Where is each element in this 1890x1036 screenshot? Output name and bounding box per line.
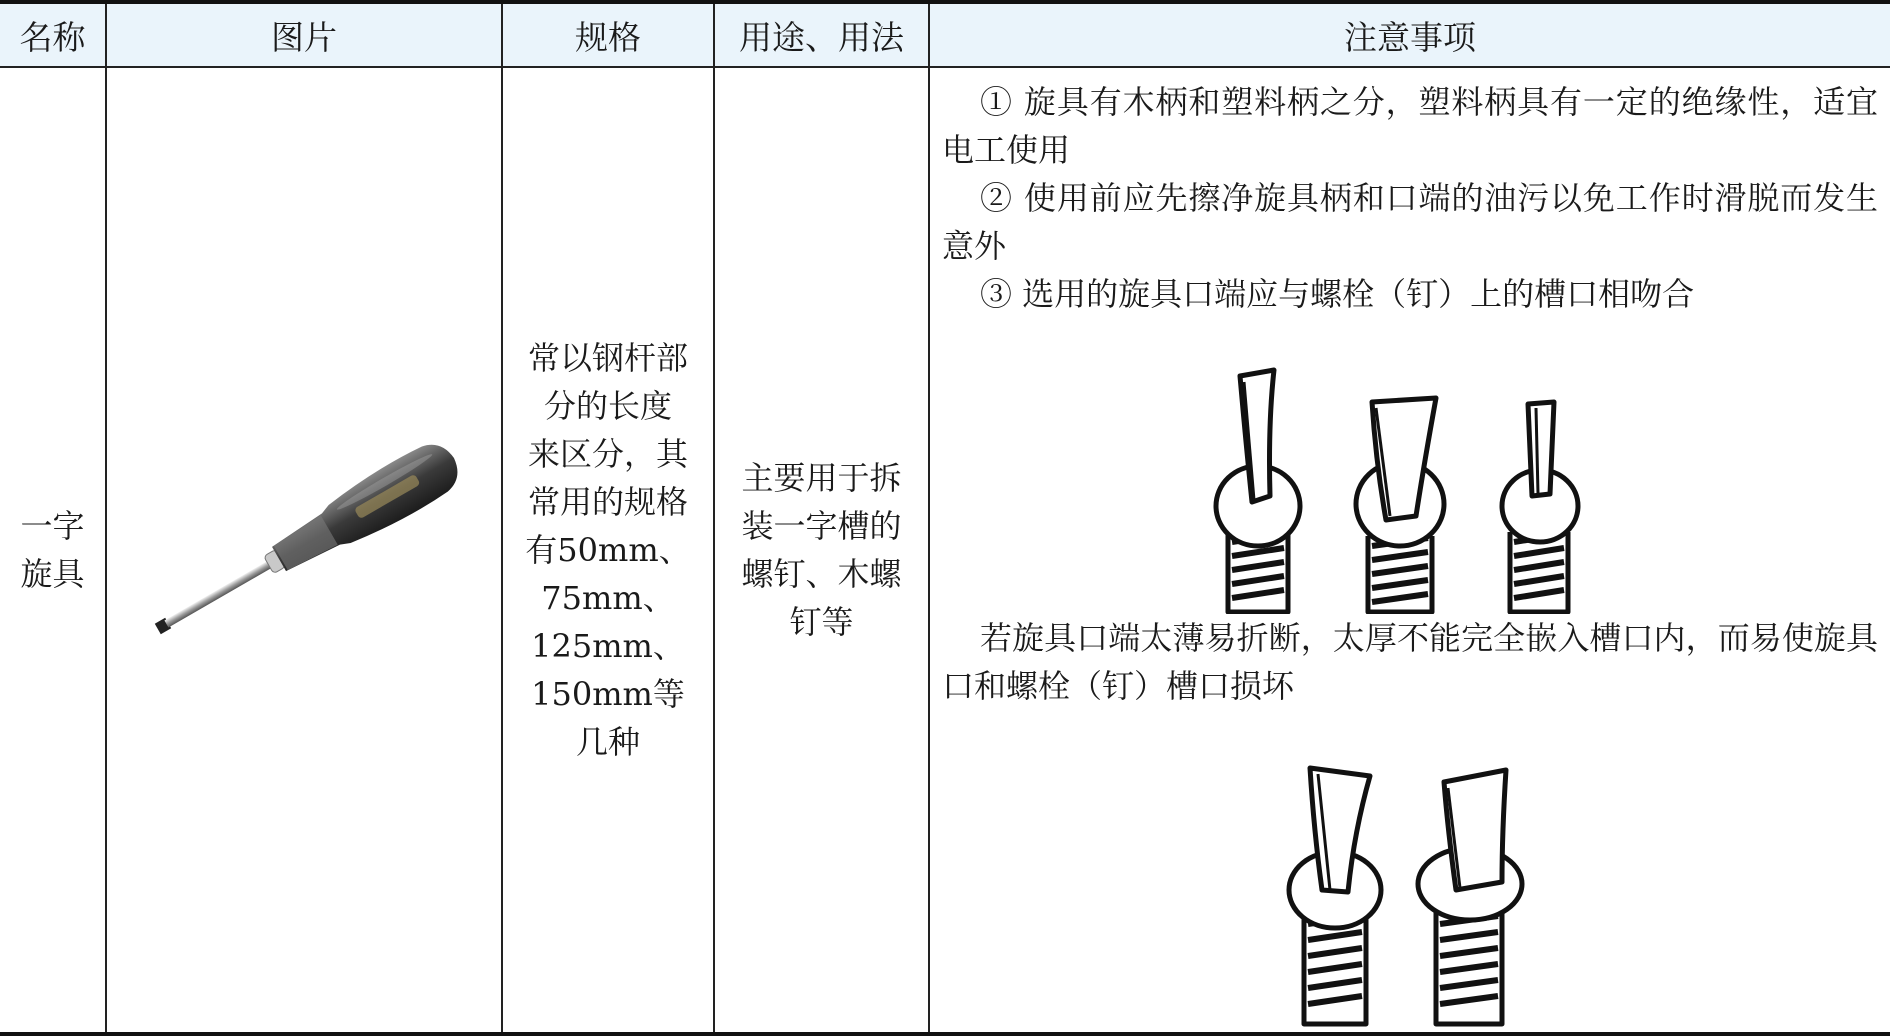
note-item-3: ③ 选用的旋具口端应与螺栓（钉）上的槽口相吻合 bbox=[980, 275, 1695, 313]
tool-name-line-1: 一字 bbox=[20, 507, 85, 545]
note-item-2: ② 使用前应先擦净旋具柄和口端的油污以免工作时滑脱而发生意外 bbox=[942, 179, 1878, 265]
spec-line: 常以钢杆部 bbox=[527, 339, 688, 377]
spec-line: 几种 bbox=[575, 723, 640, 761]
spec-line: 75mm、 bbox=[541, 579, 675, 617]
note-warning: 若旋具口端太薄易折断，太厚不能完全嵌入槽口内，而易使旋具口和螺栓（钉）槽口损坏 bbox=[942, 619, 1878, 705]
spec-line: 150mm等 bbox=[531, 675, 685, 713]
screwdriver-misfit-illustration bbox=[1280, 762, 1540, 1032]
usage-line: 螺钉、木螺 bbox=[741, 555, 902, 593]
usage-cell bbox=[714, 67, 929, 1034]
usage-line: 主要用于拆 bbox=[741, 459, 902, 497]
header-usage: 用途、用法 bbox=[714, 2, 929, 67]
tool-image-cell bbox=[106, 67, 502, 1034]
spec-line: 有50mm、 bbox=[525, 531, 691, 569]
spec-cell bbox=[502, 67, 714, 1034]
spec-line: 125mm、 bbox=[531, 627, 685, 665]
flat-screwdriver-photo bbox=[107, 394, 503, 694]
header-notes: 注意事项 bbox=[929, 2, 1890, 67]
tool-name-line-2: 旋具 bbox=[20, 555, 85, 593]
notes-text bbox=[930, 68, 1890, 1032]
usage-line: 钉等 bbox=[789, 603, 854, 641]
screwdriver-fit-illustration bbox=[1210, 364, 1610, 614]
tool-name-cell bbox=[0, 67, 106, 1034]
spec-line: 来区分，其 bbox=[527, 435, 688, 473]
header-image: 图片 bbox=[106, 2, 502, 67]
note-item-1: ① 旋具有木柄和塑料柄之分，塑料柄具有一定的绝缘性，适宜电工使用 bbox=[942, 83, 1878, 169]
spec-line: 分的长度 bbox=[543, 387, 672, 425]
usage-line: 装一字槽的 bbox=[741, 507, 902, 545]
spec-line: 常用的规格 bbox=[527, 483, 688, 521]
table-row bbox=[0, 67, 1890, 1034]
header-spec: 规格 bbox=[502, 2, 714, 67]
notes-cell bbox=[929, 67, 1890, 1034]
header-name: 名称 bbox=[0, 2, 106, 67]
header-row bbox=[0, 2, 1890, 67]
